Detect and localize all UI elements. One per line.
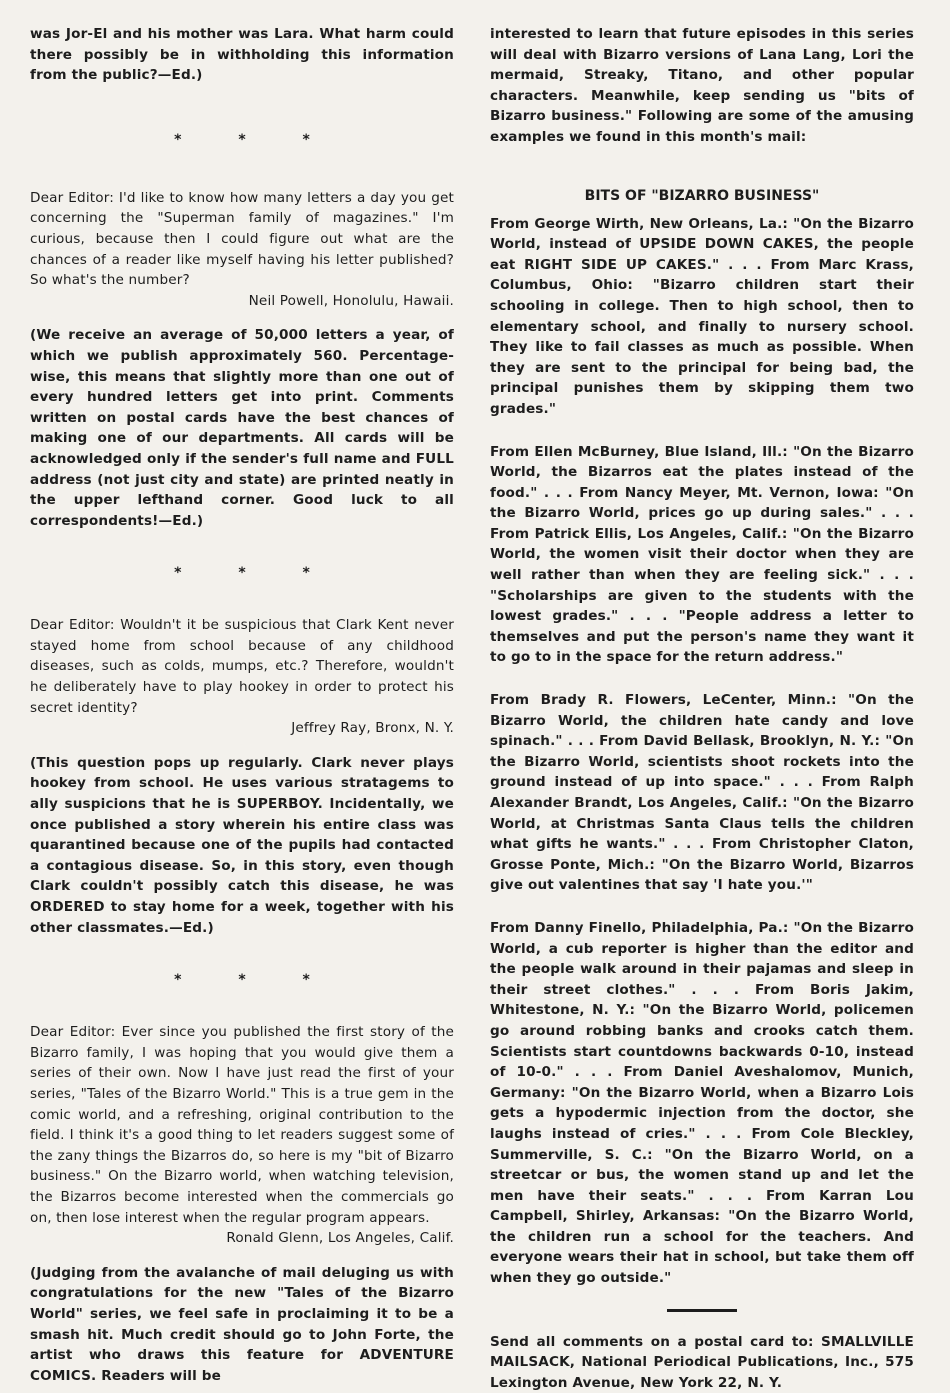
section-heading: BITS OF "BIZARRO BUSINESS" <box>584 187 820 204</box>
left-column <box>30 24 454 1386</box>
bizarro-bits-paragraph: From Danny Finello, Philadelphia, Pa.: "On the Bizarro World, a cub reporter is higher than the editor and the people walk around in their pajamas and sleep in their street clothes." . . . From Boris Jakim, Whitestone, N. Y.: "On the Bizarro World, policemen go around robbing banks and crooks catch them. Scientists start countdowns backwards 0-10, instead of 10-0." . . . From Daniel Aveshalomov, Munich, Germany: "On the Bizarro World, when a Bizarro Lois gets a hypodermic injection from the doctor, she laughs instead of cries." . . . From Cole Bleckley, Summerville, S. C.: "On the Bizarro World, on a streetcar or bus, the women stand up and let the men have their seats." . . . From Karran Lou Campbell, Shirley, Arkansas: "On the Bizarro World, the children run a school for the teachers. And everyone wears their hat in school, but take them off when they go outside." <box>490 919 914 1287</box>
bizarro-bits-paragraph: From Brady R. Flowers, LeCenter, Minn.: "On the Bizarro World, the children hate candy and love spinach." . . . From David Bellask, Brooklyn, N. Y.: "On the Bizarro World, scientists shoot rockets into the ground instead of up into space." . . . From Ralph Alexander Brandt, Los Angeles, Calif.: "On the Bizarro World, at Christmas Santa Claus tells the children what gifts he wants." . . . From Christopher Claton, Grosse Ponte, Mich.: "On the Bizarro World, Bizarros give out valentines that say 'I hate you.'" <box>490 692 914 894</box>
letter-text: Dear Editor: Ever since you published the first story of the Bizarro family, I was hoping that you would give them a series of their own. Now I have just read the first of your series, "Tales of the Bizarro World." This is a true gem in the comic world, and a refreshing, original contribution to the field. I think it's a good thing to let readers suggest some of the zany things the Bizarros do, so here is my "bit of Bizarro business." On the Bizarro world, when watching television, the Bizarros become interested when the commercials go on, then lose interest when the regular program appears. <box>30 1024 454 1226</box>
section-divider: * * * <box>174 131 336 148</box>
editor-reply: (This question pops up regularly. Clark never plays hookey from school. He uses various stratagems to ally suspicions that he is SUPERBOY. Incidentally, we once published a story wherein his entire class was quarantined because one of the pupils had contacted a contagious disease. So, in this story, even though Clark couldn't possibly catch this disease, he was ORDERED to stay home for a week, together with his other classmates.—Ed.) <box>30 754 454 936</box>
editor-reply: (Judging from the avalanche of mail deluging us with congratulations for the new "Tales of the Bizarro World" series, we feel safe in proclaiming it to be a smash hit. Much credit should go to John Forte, the artist who draws this feature for ADVENTURE COMICS. Readers will be <box>30 1264 454 1384</box>
right-column <box>490 24 914 1393</box>
letter-signature: Ronald Glenn, Los Angeles, Calif. <box>226 1230 454 1247</box>
section-divider: * * * <box>174 972 336 989</box>
bizarro-bits-paragraph: From Ellen McBurney, Blue Island, Ill.: "On the Bizarro World, the Bizarros eat the plates instead of the food." . . . From Nancy Meyer, Mt. Vernon, Iowa: "On the Bizarro World, prices go up during sales." . . . From Patrick Ellis, Los Angeles, Calif.: "On the Bizarro World, the women visit their doctor when they are well rather than when they are feeling sick." . . . "Scholarships are given to the students with the lowest grades." . . . "People address a letter to themselves and put the person's name they want it to go to in the space for the return address." <box>490 443 914 666</box>
section-divider: * * * <box>174 565 336 582</box>
letter-text: Dear Editor: Wouldn't it be suspicious that Clark Kent never stayed home from school because of any childhood diseases, such as colds, mumps, etc.? Therefore, wouldn't he deliberately have to play hookey in order to protect his secret identity? <box>30 617 454 716</box>
bizarro-bits-paragraph: From George Wirth, New Orleans, La.: "On the Bizarro World, instead of UPSIDE DOWN CAKES, the people eat RIGHT SIDE UP CAKES." . . . From Marc Krass, Columbus, Ohio: "Bizarro children start their schooling in college. Then to high school, then to elementary school, and finally to nursery school. They like to fail classes as much as possible. When they are sent to the principal for being bad, the principal punishes them by skipping them two grades." <box>490 215 914 417</box>
mailing-address: Send all comments on a postal card to: SMALLVILLE MAILSACK, National Periodical Publications, Inc., 575 Lexington Avenue, New York 22, N. Y. <box>490 1333 914 1391</box>
letter-signature: Jeffrey Ray, Bronx, N. Y. <box>291 720 454 737</box>
letter-text: Dear Editor: I'd like to know how many letters a day you get concerning the "Superman family of magazines." I'm curious, because then I could figure out what are the chances of a reader like myself having his letter published? So what's the number? <box>30 189 454 289</box>
editor-reply-continued: was Jor-El and his mother was Lara. What harm could there possibly be in withholding this information from the public?—Ed.) <box>30 26 454 84</box>
letter-signature: Neil Powell, Honolulu, Hawaii. <box>248 292 454 309</box>
editor-reply: (We receive an average of 50,000 letters a year, of which we publish approximately 560. Percentage-wise, this means that slightly more than one out of every hundred letters get into print. Comments written on postal cards have the best chances of making one of our departments. All cards will be acknowledged only if the sender's full name and FULL address (not just city and state) are printed neatly in the upper lefthand corner. Good luck to all correspondents!—Ed.) <box>30 327 454 529</box>
editor-reply-continued: interested to learn that future episodes in this series will deal with Bizarro versions of Lana Lang, Lori the mermaid, Streaky, Titano, and other popular characters. Meanwhile, keep sending us "bits of Bizarro business." Following are some of the amusing examples we found in this month's mail: <box>490 26 914 145</box>
